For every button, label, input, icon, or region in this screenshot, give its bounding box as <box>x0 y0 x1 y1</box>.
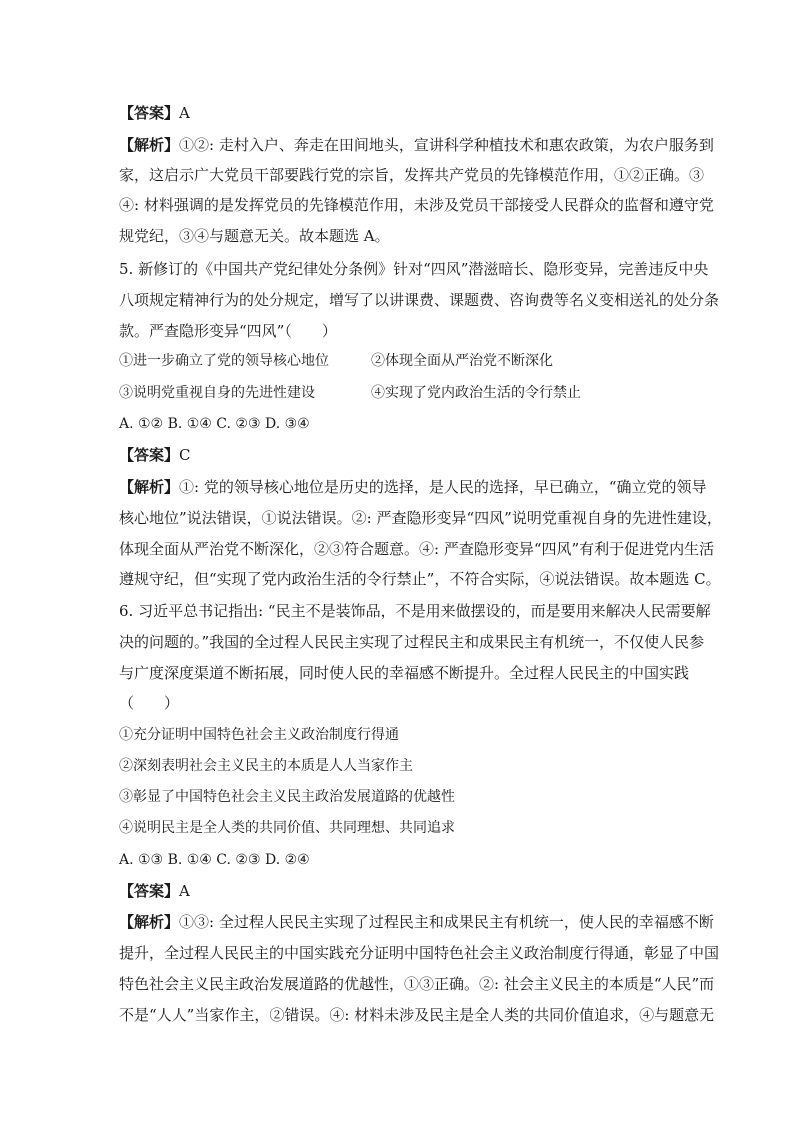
question6-option-3: ③彰显了中国特色社会主义民主政治发展道路的优越性 <box>119 789 455 805</box>
analysis-line-q4-4: 规党纪，③④与题意无关。故本题选 A。 <box>119 227 390 245</box>
analysis-line-q5-3: 体现全面从严治党不断深化，②③符合题意。④: 严查隐形变异“四风”有利于促进党内生活 <box>119 540 715 558</box>
analysis-text: ①③: 全过程人民民主实现了过程民主和成果民主有机统一，使人民的幸福感不断 <box>179 913 714 931</box>
answer-line-q6 <box>119 881 679 901</box>
question6-stem-3: 与广度深度渠道不断拓展，同时使人民的幸福感不断提升。全过程人民民主的中国实践 <box>119 664 690 682</box>
analysis-line-q5-2: 核心地位”说法错误，①说法错误。②: 严查隐形变异“四风”说明党重视自身的先进性建设， <box>119 509 722 527</box>
answer-tag: 【答案】 <box>119 882 180 900</box>
question5-stem-3: 款。严查隐形变异“四风”（ ） <box>119 322 337 340</box>
question6-option-2: ②深刻表明社会主义民主的本质是人人当家作主 <box>119 758 413 774</box>
analysis-line-q4-3: ④: 材料强调的是发挥党员的先锋模范作用，未涉及党员干部接受人民群众的监督和遵守党 <box>119 196 714 214</box>
question5-choices: A. ①② B. ①④ C. ②③ D. ③④ <box>119 416 310 432</box>
question5-option-2: ②体现全面从严治党不断深化 <box>371 353 553 369</box>
analysis-text: ①: 党的领导核心地位是历史的选择，是人民的选择，早已确立，“确立党的领导 <box>179 478 707 496</box>
question6-stem-4: （ ） <box>119 694 180 712</box>
question6-stem-2: 决的问题的。”我国的全过程人民民主实现了过程民主和成果民主有机统一，不仅使人民参 <box>119 633 705 651</box>
answer-value: A <box>179 882 190 900</box>
analysis-line-q6-4: 不是“人人”当家作主，②错误。④: 材料未涉及民主是全人类的共同价值追求，④与题意无 <box>119 1006 715 1024</box>
question5-option-3: ③说明党重视自身的先进性建设 <box>119 385 315 401</box>
question5-option-4: ④实现了党内政治生活的令行禁止 <box>371 385 581 401</box>
question6-option-4: ④说明民主是全人类的共同价值、共同理想、共同追求 <box>119 820 455 836</box>
analysis-line-q6-2: 提升，全过程人民民主的中国实践充分证明中国特色社会主义政治制度行得通，彰显了中国 <box>119 944 720 962</box>
question6-option-1: ①充分证明中国特色社会主义政治制度行得通 <box>119 727 399 743</box>
answer-line-q5 <box>119 445 679 465</box>
answer-value: A <box>179 104 190 122</box>
analysis-tag: 【解析】 <box>119 136 180 154</box>
answer-line-q4 <box>119 103 679 123</box>
question5-stem-1: 5. 新修订的《中国共产党纪律处分条例》针对“四风”潜滋暗长、隐形变异，完善违反中央 <box>119 260 709 278</box>
analysis-text: ①②: 走村入户、奔走在田间地头，宣讲科学种植技术和惠农政策，为农户服务到 <box>179 136 714 154</box>
analysis-line-q4-1 <box>119 135 714 155</box>
analysis-line-q6-1 <box>119 912 714 932</box>
answer-value: C <box>179 446 191 464</box>
analysis-line-q4-2: 家，这启示广大党员干部要践行党的宗旨，发挥共产党员的先锋模范作用，①②正确。③ <box>119 166 705 184</box>
analysis-tag: 【解析】 <box>119 478 180 496</box>
answer-tag: 【答案】 <box>119 104 180 122</box>
question6-stem-1: 6. 习近平总书记指出: “民主不是装饰品，不是用来做摆设的，而是要用来解决人民需要解 <box>119 602 711 620</box>
question5-option-1: ①进一步确立了党的领导核心地位 <box>119 353 329 369</box>
analysis-line-q5-4: 遵规守纪，但“实现了党内政治生活的令行禁止”，不符合实际，④说法错误。故本题选 C。 <box>119 570 721 588</box>
analysis-tag: 【解析】 <box>119 913 180 931</box>
analysis-line-q6-3: 特色社会主义民主政治发展道路的优越性，①③正确。②: 社会主义民主的本质是“人民”而 <box>119 975 715 993</box>
answer-tag: 【答案】 <box>119 446 180 464</box>
question5-stem-2: 八项规定精神行为的处分规定，增写了以讲课费、课题费、咨询费等名义变相送礼的处分条 <box>119 291 720 309</box>
analysis-line-q5-1 <box>119 477 707 497</box>
question6-choices: A. ①③ B. ①④ C. ②③ D. ②④ <box>119 852 310 868</box>
